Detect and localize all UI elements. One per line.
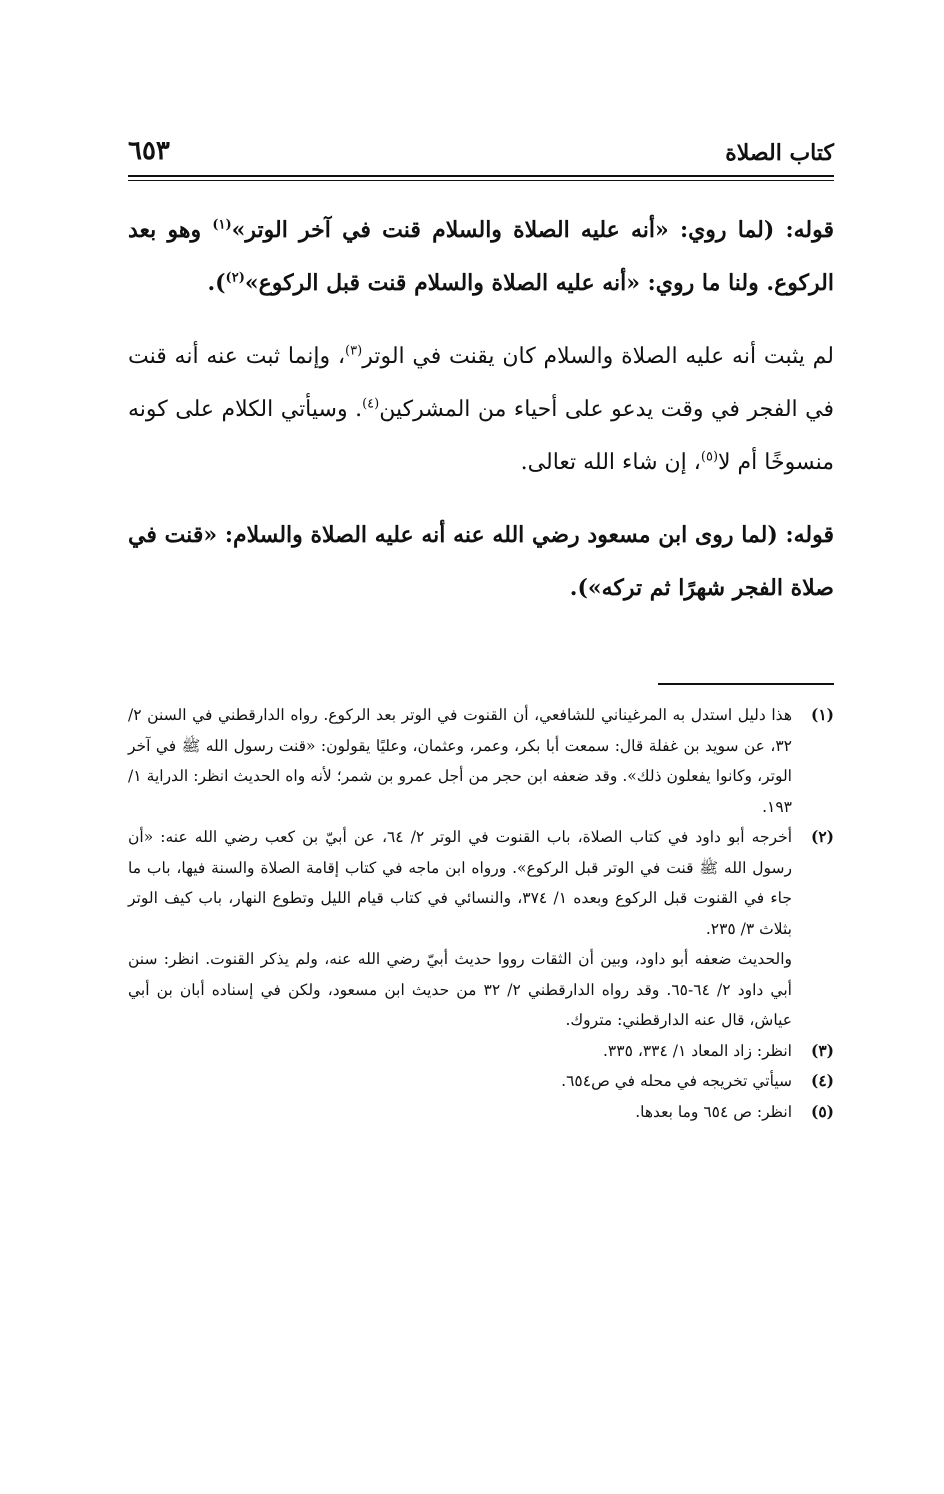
page-header (128, 132, 834, 176)
p1-text-c: ). (207, 270, 226, 296)
footnote-text: انظر: زاد المعاد ١/ ٣٣٤، ٣٣٥. (602, 1041, 792, 1060)
footnote-1 (128, 700, 834, 822)
p2-text-c: . وسيأتي الكلام على كونه منسوخًا أم لا (128, 397, 834, 475)
main-text (128, 204, 834, 615)
p2-text-a: لم يثبت أنه عليه الصلاة والسلام كان يقنت في الوتر (362, 344, 834, 369)
footnote-ref-1: (١) (212, 217, 232, 233)
header-rule-thick (128, 175, 834, 177)
footnote-number: (٢) (810, 827, 834, 846)
page-number: ٦٥٣ (128, 136, 170, 166)
footnote-ref-4: (٤) (362, 396, 380, 412)
footnote-text: انظر: ص ٦٥٤ وما بعدها. (635, 1102, 792, 1121)
header-rule-thin (128, 180, 834, 181)
chapter-title: كتاب الصلاة (725, 140, 834, 166)
footnote-2 (128, 822, 834, 1036)
footnote-number: (٤) (810, 1071, 834, 1090)
p1-text-b: وهو بعد الركوع. ولنا ما روي: «أنه عليه الصلاة والسلام قنت قبل الركوع» (128, 217, 834, 296)
footnote-text: هذا دليل استدل به المرغيناني للشافعي، أن القنوت في الوتر بعد الركوع. رواه الدارقطني في السنن ٢/ ٣٢، عن سويد بن غفلة قال: سمعت أبا بكر، وعمر، وعثمان، وعليًا يقولون: «قنت رسول الله ﷺ في آخر الوتر، وكانوا يفعلون ذلك». وقد ضعفه ابن حجر من أجل عمرو بن شمر؛ لأنه واه الحديث انظر: الدراية ١/ ١٩٣. (128, 706, 792, 816)
p2-text-d: ، إن شاء الله تعالى. (520, 450, 701, 475)
footnote-ref-2: (٢) (225, 270, 245, 286)
footnote-number: (٥) (810, 1101, 834, 1121)
footnote-number: (١) (810, 705, 834, 724)
footnote-text-continued: والحديث ضعفه أبو داود، وبين أن الثقات رووا حديث أبيّ رضي الله عنه، ولم يذكر القنوت. انظر: سنن أبي داود ٢/ ٦٤-٦٥. وقد رواه الدارقطني ٢/ ٣٢ من حديث ابن مسعود، ولكن في إسناده أبان بن أبي عياش، قال عنه الدارقطني: متروك. (128, 950, 792, 1029)
footnote-3 (128, 1036, 834, 1067)
footnote-5 (128, 1097, 834, 1128)
footnote-4 (128, 1066, 834, 1097)
footnote-number: (٣) (810, 1040, 834, 1060)
footnote-text: سيأتي تخريجه في محله في ص٦٥٤. (561, 1072, 792, 1090)
footnote-ref-5: (٥) (700, 449, 719, 465)
paragraph-1 (128, 204, 834, 310)
footnotes (128, 700, 834, 1127)
footnote-text: أخرجه أبو داود في كتاب الصلاة، باب القنوت في الوتر ٢/ ٦٤، عن أبيّ بن كعب رضي الله عنه: «أن رسول الله ﷺ قنت في الوتر قبل الركوع». ورواه ابن ماجه في كتاب إقامة الصلاة والسنة فيها، باب ما جاء في القنوت قبل الركوع وبعده ١/ ٣٧٤، والنسائي في كتاب قيام الليل وتطوع النهار، باب كيف الوتر بثلاث ٣/ ٢٣٥. (128, 828, 792, 938)
p2-text-b: ، وإنما ثبت عنه أنه قنت في الفجر في وقت يدعو على أحياء من المشركين (128, 344, 834, 422)
p1-text-a: قوله: (لما روي: «أنه عليه الصلاة والسلام قنت في آخر الوتر» (231, 217, 834, 243)
footnote-separator (658, 683, 834, 685)
footnote-ref-3: (٣) (345, 343, 363, 359)
paragraph-3: قوله: (لما روى ابن مسعود رضي الله عنه أنه عليه الصلاة والسلام: «قنت في صلاة الفجر شهرًا ثم تركه»). (128, 522, 834, 601)
paragraph-2 (128, 330, 834, 489)
